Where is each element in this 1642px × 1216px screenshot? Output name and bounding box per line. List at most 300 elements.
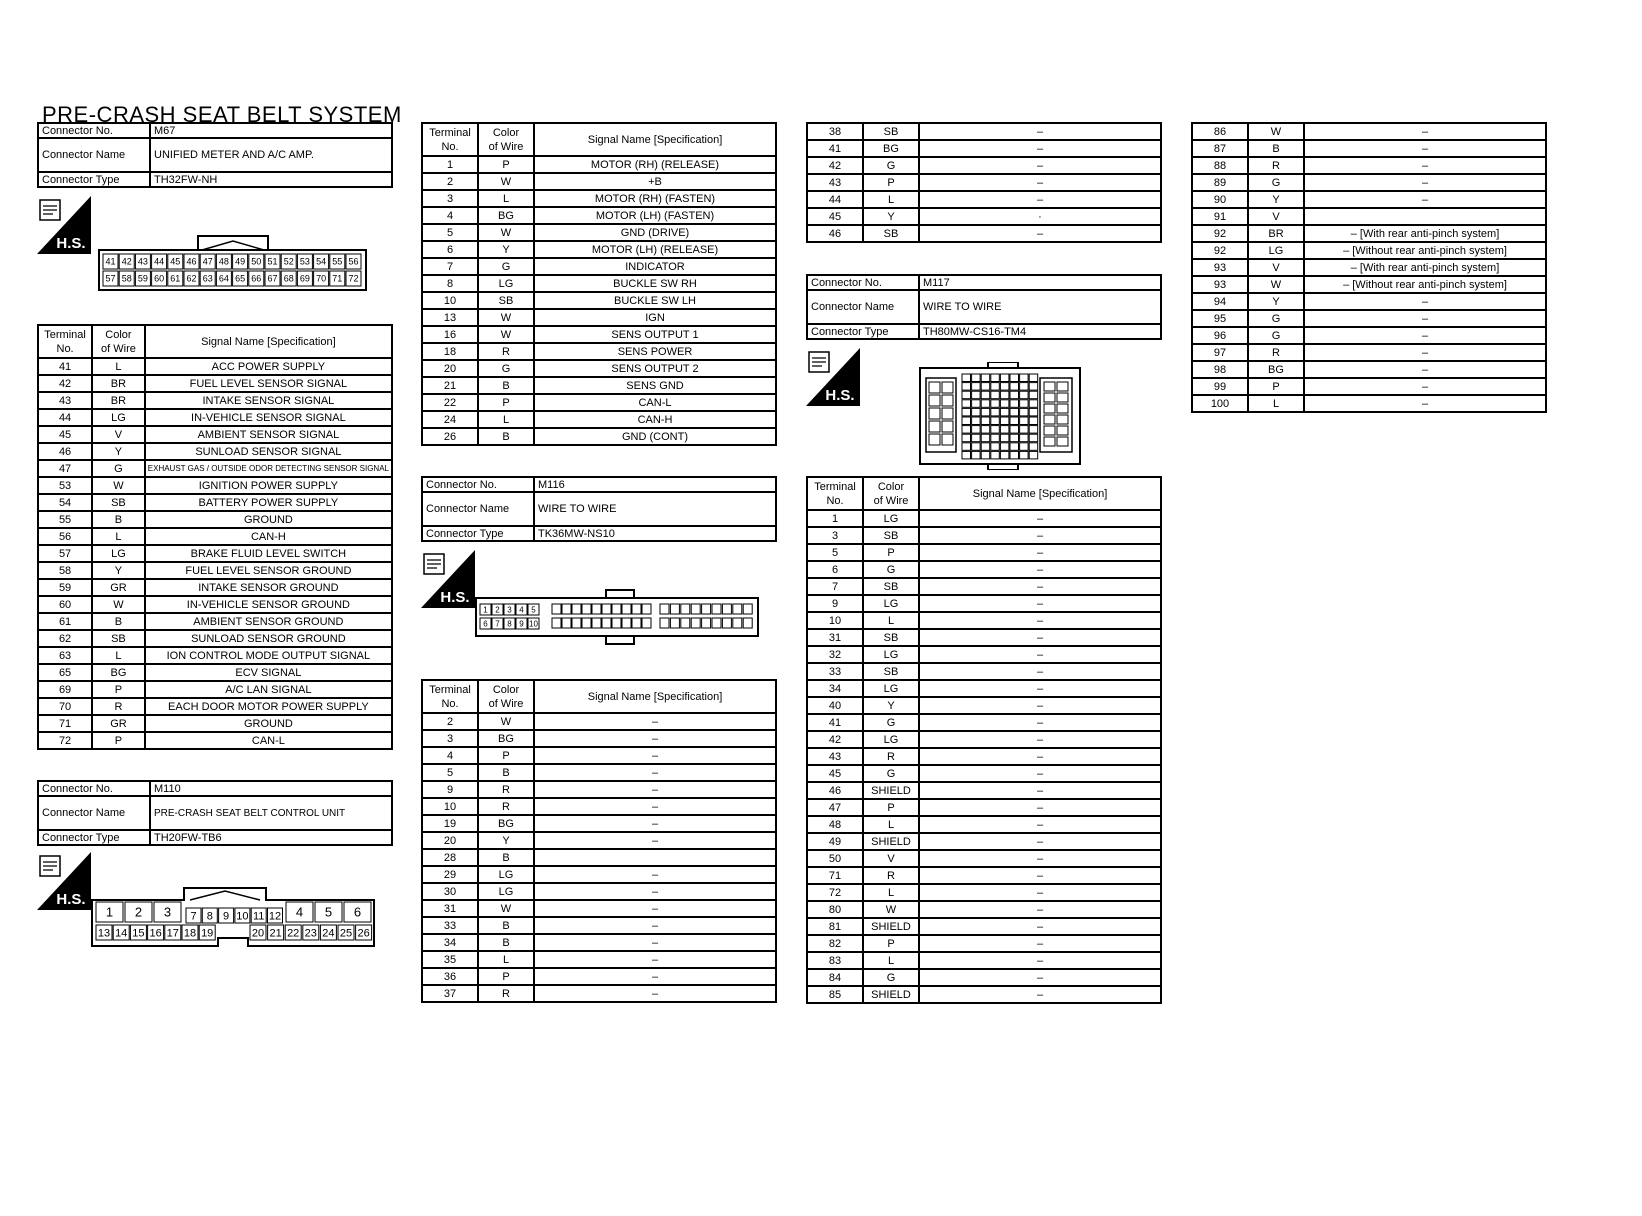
wire-color-cell: V xyxy=(92,426,145,443)
signal-name-cell: – xyxy=(534,917,776,934)
signal-name-cell: FUEL LEVEL SENSOR GROUND xyxy=(145,562,392,579)
table-row xyxy=(38,613,392,630)
connector-pin xyxy=(1029,374,1038,382)
terminal-header: Terminal No. xyxy=(38,325,92,358)
terminal-cell: 46 xyxy=(38,443,92,460)
signal-name-cell: AMBIENT SENSOR GROUND xyxy=(145,613,392,630)
table-row xyxy=(807,140,1161,157)
connector-pin-label: 10 xyxy=(236,910,249,923)
wire-color-cell: SB xyxy=(863,578,919,595)
connector-pin xyxy=(552,604,561,614)
terminal-cell: 10 xyxy=(422,798,478,815)
connector-pin-label: 71 xyxy=(332,273,343,284)
connector-pin xyxy=(981,383,990,391)
wire-color-cell: P xyxy=(478,968,534,985)
signal-name-cell: GND (DRIVE) xyxy=(534,224,776,241)
terminal-cell: 40 xyxy=(807,697,863,714)
wire-color-cell: BG xyxy=(478,730,534,747)
connector-pin-label: 44 xyxy=(154,256,165,267)
connector-pin-label: 42 xyxy=(121,256,132,267)
signal-name-cell: – xyxy=(919,986,1161,1003)
signal-name-cell: – xyxy=(919,833,1161,850)
signal-header: Signal Name [Specification] xyxy=(145,325,392,358)
table-row xyxy=(38,664,392,681)
connector-pin xyxy=(1010,400,1019,408)
terminal-cell: 45 xyxy=(807,208,863,225)
signal-header: Signal Name [Specification] xyxy=(534,680,776,713)
wire-color-cell: V xyxy=(1248,208,1304,225)
table-row xyxy=(807,867,1161,884)
connector-pin-label: 14 xyxy=(115,927,128,940)
terminal-cell: 43 xyxy=(807,174,863,191)
wire-color-cell: SB xyxy=(863,629,919,646)
connector-name-value: WIRE TO WIRE xyxy=(534,492,776,526)
wire-color-cell: L xyxy=(863,816,919,833)
connector-m116-info xyxy=(421,476,777,542)
connector-pin xyxy=(660,618,669,628)
connector-pin-label: 52 xyxy=(283,256,294,267)
signal-name-cell: – xyxy=(919,918,1161,935)
wire-color-cell: Y xyxy=(863,697,919,714)
table-row xyxy=(422,156,776,173)
connector-pin-label: 17 xyxy=(166,927,179,940)
table-row xyxy=(422,849,776,866)
connector-pin xyxy=(1020,443,1029,451)
signal-name-cell: – xyxy=(919,527,1161,544)
connector-pin xyxy=(981,434,990,442)
signal-name-cell xyxy=(534,849,776,866)
terminal-cell: 10 xyxy=(807,612,863,629)
wire-color-cell: W xyxy=(478,713,534,730)
connector-pin xyxy=(660,604,669,614)
connector-pin xyxy=(1010,426,1019,434)
connector-m116-face xyxy=(474,588,760,646)
connector-m110-terminal-table xyxy=(421,122,777,446)
table-row xyxy=(422,730,776,747)
connector-pin xyxy=(1057,415,1068,424)
table-row xyxy=(807,595,1161,612)
terminal-cell: 98 xyxy=(1192,361,1248,378)
connector-pin-label: 7 xyxy=(495,619,500,629)
terminal-cell: 94 xyxy=(1192,293,1248,310)
table-row xyxy=(807,527,1161,544)
table-row xyxy=(38,528,392,545)
wire-color-cell: LG xyxy=(863,680,919,697)
wire-color-cell: SB xyxy=(92,494,145,511)
table-row xyxy=(1192,361,1546,378)
wire-color-cell: SHIELD xyxy=(863,918,919,935)
connector-pin-label: 25 xyxy=(339,927,353,940)
connector-pin xyxy=(582,604,591,614)
table-row xyxy=(38,460,392,477)
wire-color-cell: P xyxy=(478,394,534,411)
connector-pin-label: 58 xyxy=(121,273,132,284)
terminal-cell: 42 xyxy=(38,375,92,392)
connector-pin xyxy=(1000,408,1009,416)
connector-pin-label: 2 xyxy=(134,904,143,920)
connector-pin xyxy=(1044,437,1055,446)
wire-color-cell: BG xyxy=(478,207,534,224)
connector-pin-label: 19 xyxy=(201,927,214,940)
wire-color-cell: L xyxy=(478,411,534,428)
connector-pin xyxy=(1010,434,1019,442)
signal-name-cell: BUCKLE SW RH xyxy=(534,275,776,292)
table-row xyxy=(1192,344,1546,361)
connector-pin-label: 50 xyxy=(251,256,262,267)
wire-color-cell: B xyxy=(92,613,145,630)
connector-pin-label: 10 xyxy=(529,619,538,629)
terminal-cell: 21 xyxy=(422,377,478,394)
connector-pin-label: 8 xyxy=(507,619,512,629)
terminal-cell: 71 xyxy=(807,867,863,884)
terminal-cell: 46 xyxy=(807,225,863,242)
connector-pin xyxy=(1057,393,1068,402)
table-row xyxy=(1192,140,1546,157)
wire-color-cell: W xyxy=(478,326,534,343)
signal-name-cell: – xyxy=(919,816,1161,833)
wire-color-cell: Y xyxy=(478,241,534,258)
connector-pin-label: 63 xyxy=(202,273,213,284)
connector-pin xyxy=(981,374,990,382)
signal-name-cell: SENS GND xyxy=(534,377,776,394)
signal-name-cell: – xyxy=(534,968,776,985)
connector-pin-label: 67 xyxy=(267,273,278,284)
connector-pin xyxy=(929,408,940,419)
signal-name-cell: CAN-H xyxy=(145,528,392,545)
wire-color-cell: SHIELD xyxy=(863,782,919,799)
color-header: Color of Wire xyxy=(478,680,534,713)
connector-pin xyxy=(991,417,1000,425)
terminal-cell: 89 xyxy=(1192,174,1248,191)
wire-color-cell: Y xyxy=(1248,191,1304,208)
connector-pin xyxy=(1020,434,1029,442)
connector-pin xyxy=(582,618,591,628)
connector-pin-label: 72 xyxy=(348,273,359,284)
connector-pin-label: 2 xyxy=(495,605,500,615)
wire-color-cell: Y xyxy=(863,208,919,225)
table-row xyxy=(807,765,1161,782)
connector-pin-label: 26 xyxy=(357,927,370,940)
wire-color-cell: L xyxy=(863,884,919,901)
table-row xyxy=(807,663,1161,680)
terminal-cell: 99 xyxy=(1192,378,1248,395)
signal-name-cell: IGN xyxy=(534,309,776,326)
terminal-cell: 22 xyxy=(422,394,478,411)
terminal-cell: 45 xyxy=(38,426,92,443)
connector-pin xyxy=(1000,434,1009,442)
connector-pin xyxy=(622,604,631,614)
signal-name-cell: – xyxy=(919,969,1161,986)
signal-name-cell: CAN-H xyxy=(534,411,776,428)
connector-pin xyxy=(981,417,990,425)
wire-color-cell: SHIELD xyxy=(863,833,919,850)
terminal-cell: 41 xyxy=(807,714,863,731)
terminal-cell: 28 xyxy=(422,849,478,866)
connector-name-value: WIRE TO WIRE xyxy=(919,290,1161,324)
connector-pin xyxy=(981,451,990,459)
terminal-cell: 85 xyxy=(807,986,863,1003)
connector-m117-terminal-table-continued xyxy=(1191,122,1547,413)
signal-name-cell: – xyxy=(919,157,1161,174)
table-row xyxy=(807,191,1161,208)
table-row xyxy=(38,477,392,494)
wire-color-cell: B xyxy=(478,764,534,781)
signal-name-cell: – xyxy=(1304,361,1546,378)
signal-name-cell: – xyxy=(919,884,1161,901)
wire-color-cell: W xyxy=(1248,276,1304,293)
table-row xyxy=(38,358,392,375)
terminal-cell: 60 xyxy=(38,596,92,613)
connector-pin xyxy=(942,382,953,393)
connector-pin-label: 41 xyxy=(105,256,116,267)
connector-pin-label: 3 xyxy=(163,904,172,920)
signal-name-cell: – xyxy=(1304,395,1546,412)
terminal-cell: 19 xyxy=(422,815,478,832)
wire-color-cell: LG xyxy=(478,883,534,900)
connector-pin xyxy=(552,618,561,628)
connector-pin xyxy=(962,426,971,434)
signal-name-cell: – xyxy=(919,578,1161,595)
connector-pin xyxy=(991,374,1000,382)
terminal-cell: 54 xyxy=(38,494,92,511)
connector-pin xyxy=(572,604,581,614)
wire-color-cell: BG xyxy=(1248,361,1304,378)
connector-pin xyxy=(1000,400,1009,408)
connector-pin xyxy=(962,383,971,391)
terminal-cell: 58 xyxy=(38,562,92,579)
wire-color-cell: W xyxy=(863,901,919,918)
connector-pin xyxy=(1020,451,1029,459)
terminal-cell: 53 xyxy=(38,477,92,494)
table-row xyxy=(807,123,1161,140)
terminal-cell: 16 xyxy=(422,326,478,343)
connector-pin xyxy=(702,604,711,614)
terminal-cell: 4 xyxy=(422,747,478,764)
signal-name-cell: MOTOR (LH) (FASTEN) xyxy=(534,207,776,224)
terminal-cell: 44 xyxy=(38,409,92,426)
wire-color-cell: BG xyxy=(863,140,919,157)
terminal-cell: 5 xyxy=(422,764,478,781)
connector-pin xyxy=(1020,391,1029,399)
terminal-cell: 56 xyxy=(38,528,92,545)
signal-name-cell: INDICATOR xyxy=(534,258,776,275)
wire-color-cell: Y xyxy=(92,562,145,579)
connector-pin-label: 3 xyxy=(507,605,512,615)
connector-pin xyxy=(991,443,1000,451)
connector-pin-label: 9 xyxy=(223,910,230,923)
terminal-cell: 46 xyxy=(807,782,863,799)
signal-name-cell: – xyxy=(919,663,1161,680)
table-row xyxy=(422,275,776,292)
terminal-cell: 34 xyxy=(422,934,478,951)
terminal-cell: 2 xyxy=(422,713,478,730)
connector-pin xyxy=(981,426,990,434)
connector-pin xyxy=(691,604,700,614)
connector-pin xyxy=(1029,408,1038,416)
terminal-cell: 1 xyxy=(422,156,478,173)
table-row xyxy=(807,816,1161,833)
color-header: Color of Wire xyxy=(478,123,534,156)
terminal-cell: 9 xyxy=(422,781,478,798)
table-row xyxy=(807,935,1161,952)
terminal-cell: 72 xyxy=(807,884,863,901)
table-row xyxy=(422,747,776,764)
connector-pin xyxy=(972,443,981,451)
connector-type-value: TH80MW-CS16-TM4 xyxy=(919,324,1161,339)
signal-name-cell: – xyxy=(534,713,776,730)
signal-name-cell: MOTOR (RH) (RELEASE) xyxy=(534,156,776,173)
connector-pin xyxy=(1029,417,1038,425)
connector-pin-label: 51 xyxy=(267,256,278,267)
wire-color-cell: LG xyxy=(478,275,534,292)
signal-name-cell: BATTERY POWER SUPPLY xyxy=(145,494,392,511)
signal-name-cell: GND (CONT) xyxy=(534,428,776,445)
terminal-cell: 24 xyxy=(422,411,478,428)
table-row xyxy=(422,190,776,207)
connector-pin xyxy=(942,434,953,445)
connector-pin xyxy=(712,618,721,628)
connector-pin xyxy=(972,417,981,425)
connector-pin xyxy=(981,443,990,451)
terminal-cell: 31 xyxy=(422,900,478,917)
table-row xyxy=(422,764,776,781)
signal-name-cell: – xyxy=(1304,327,1546,344)
table-row xyxy=(1192,276,1546,293)
connector-pin-label: 4 xyxy=(295,904,304,920)
signal-name-cell: – xyxy=(919,646,1161,663)
signal-name-cell: – xyxy=(919,714,1161,731)
wire-color-cell: L xyxy=(92,647,145,664)
table-row xyxy=(38,732,392,749)
connector-pin-label: 9 xyxy=(519,619,524,629)
wire-color-cell: Y xyxy=(478,832,534,849)
terminal-cell: 93 xyxy=(1192,259,1248,276)
table-row xyxy=(807,969,1161,986)
table-row xyxy=(38,579,392,596)
wire-color-cell: R xyxy=(478,781,534,798)
connector-m117-terminal-table xyxy=(806,476,1162,1004)
signal-name-cell: – xyxy=(534,730,776,747)
connector-pin xyxy=(642,604,651,614)
signal-name-cell: – xyxy=(534,934,776,951)
table-row xyxy=(807,612,1161,629)
connector-pin xyxy=(929,395,940,406)
signal-name-cell: SUNLOAD SENSOR GROUND xyxy=(145,630,392,647)
connector-no-label: Connector No. xyxy=(38,123,150,138)
connector-name-label: Connector Name xyxy=(422,492,534,526)
harness-side-icon xyxy=(421,550,475,608)
wire-color-cell: P xyxy=(863,174,919,191)
connector-pin xyxy=(991,451,1000,459)
connector-pin xyxy=(962,400,971,408)
connector-type-label: Connector Type xyxy=(807,324,919,339)
signal-name-cell: GROUND xyxy=(145,715,392,732)
connector-pin-label: 7 xyxy=(190,910,197,923)
connector-pin-label: 8 xyxy=(206,910,213,923)
connector-pin xyxy=(1044,382,1055,391)
wire-color-cell: Y xyxy=(1248,293,1304,310)
signal-name-cell: SENS OUTPUT 1 xyxy=(534,326,776,343)
terminal-cell: 100 xyxy=(1192,395,1248,412)
terminal-cell: 33 xyxy=(422,917,478,934)
connector-pin xyxy=(981,408,990,416)
connector-no-label: Connector No. xyxy=(38,781,150,796)
signal-name-cell: SENS POWER xyxy=(534,343,776,360)
connector-no-label: Connector No. xyxy=(422,477,534,492)
terminal-cell: 36 xyxy=(422,968,478,985)
terminal-cell: 6 xyxy=(422,241,478,258)
wire-color-cell: L xyxy=(92,358,145,375)
connector-pin xyxy=(1029,383,1038,391)
terminal-cell: 97 xyxy=(1192,344,1248,361)
table-row xyxy=(38,562,392,579)
wire-color-cell: LG xyxy=(478,866,534,883)
terminal-cell: 37 xyxy=(422,985,478,1002)
table-row xyxy=(422,360,776,377)
table-row xyxy=(807,799,1161,816)
table-row xyxy=(38,630,392,647)
table-row xyxy=(422,326,776,343)
connector-pin-label: 59 xyxy=(137,273,148,284)
connector-pin xyxy=(1010,374,1019,382)
signal-name-cell: – xyxy=(919,629,1161,646)
wire-color-cell: B xyxy=(478,849,534,866)
connector-pin xyxy=(702,618,711,628)
connector-pin xyxy=(962,434,971,442)
wire-color-cell: BG xyxy=(92,664,145,681)
connector-pin xyxy=(681,618,690,628)
terminal-cell: 44 xyxy=(807,191,863,208)
connector-pin xyxy=(1000,426,1009,434)
signal-name-cell: MOTOR (RH) (FASTEN) xyxy=(534,190,776,207)
terminal-cell: 63 xyxy=(38,647,92,664)
svg-text:H.S.: H.S. xyxy=(56,235,86,252)
connector-pin-label: 5 xyxy=(531,605,536,615)
connector-pin xyxy=(1010,443,1019,451)
connector-m116-terminal-table xyxy=(421,679,777,1003)
connector-pin-label: 54 xyxy=(316,256,327,267)
wire-color-cell: G xyxy=(1248,310,1304,327)
signal-header: Signal Name [Specification] xyxy=(534,123,776,156)
signal-name-cell: – xyxy=(919,697,1161,714)
connector-type-label: Connector Type xyxy=(422,526,534,541)
signal-name-cell: AMBIENT SENSOR SIGNAL xyxy=(145,426,392,443)
connector-pin xyxy=(972,391,981,399)
table-row xyxy=(422,951,776,968)
connector-pin-label: 46 xyxy=(186,256,197,267)
terminal-cell: 43 xyxy=(38,392,92,409)
signal-name-cell: – xyxy=(534,815,776,832)
terminal-cell: 93 xyxy=(1192,276,1248,293)
connector-pin xyxy=(1010,451,1019,459)
table-row xyxy=(807,714,1161,731)
terminal-cell: 41 xyxy=(807,140,863,157)
table-row xyxy=(807,986,1161,1003)
table-row xyxy=(1192,157,1546,174)
connector-pin xyxy=(562,604,571,614)
signal-name-cell: – xyxy=(534,832,776,849)
signal-name-cell: CAN-L xyxy=(145,732,392,749)
connector-pin xyxy=(1044,404,1055,413)
wire-color-cell: SB xyxy=(863,225,919,242)
terminal-cell: 91 xyxy=(1192,208,1248,225)
terminal-cell: 3 xyxy=(807,527,863,544)
color-header: Color of Wire xyxy=(92,325,145,358)
signal-name-cell: – xyxy=(919,191,1161,208)
harness-side-icon xyxy=(806,348,860,406)
wire-color-cell: G xyxy=(863,561,919,578)
connector-pin-label: 60 xyxy=(154,273,165,284)
